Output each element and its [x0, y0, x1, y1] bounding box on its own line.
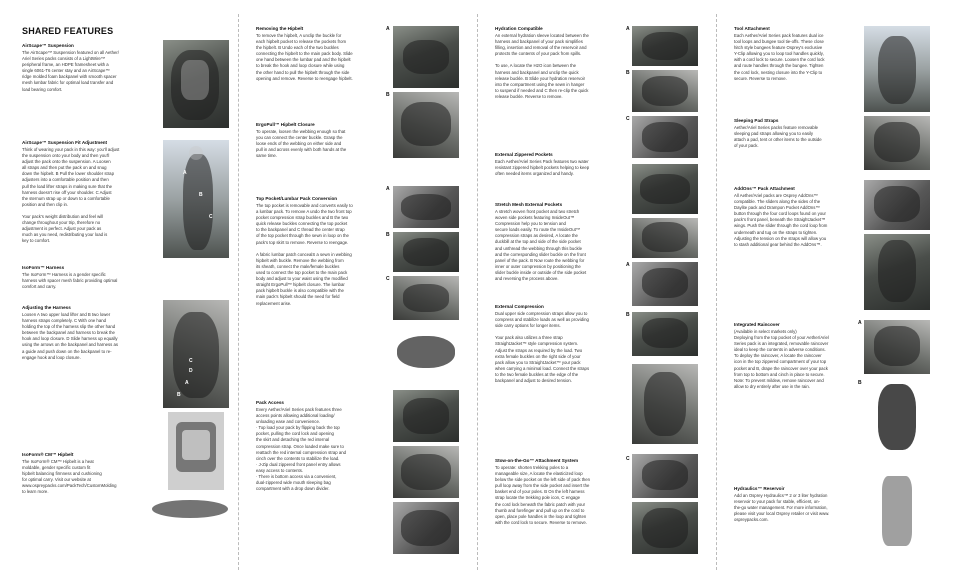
heading-pack-access: Pack Access	[256, 400, 284, 405]
label-d: D	[189, 368, 193, 374]
photo-stow-poles	[632, 502, 698, 554]
text-hydration: An external hydration sleeve located between the harness and backpanel of your pack simplifies filling, insertion and removal of the reservoir and protects the contents of your pack from spills. To use, A locate the H2O icon between the harness and backpanel and unclip the quick release buckle. B Slide your hydration reservoir into the compartment using the sewn in hanger to suspend if needed and C then re-clip the quick release buckle. Reverse to remove.	[495, 33, 589, 99]
section-addons	[734, 186, 859, 248]
photo-raincover-a	[864, 320, 930, 374]
section-hydration	[495, 26, 625, 100]
photo-tool-attachment	[864, 26, 930, 112]
text-adjust: Loosen A two upper load lifter and B two lower harness straps completely. C With one hand holding the top of the harness slip the other hand between the backpanel and harness to break the hook and loop closure. D Slide harness up equally using the arrows on the backpanel and harness as a guide and push down on the backpanel to re- engage hook and loop closure.	[22, 312, 119, 360]
label-b: B	[177, 392, 181, 398]
section-top-pocket	[256, 196, 386, 307]
section-pack-access	[256, 400, 386, 492]
text-tool: Each Aether/Ariel Series pack features dual ice tool loops and bungee tool tie-offs. These close hitch style bungees feature Osprey's exclusive Y-Clip allowing you to loop tool handles quickly, with a cord lock to secure. Loosen the cord lock and route handles through the bungee. Tighten the cord lock, nesting closure into the Y-Clip to secure. Reverse to remove.	[734, 33, 825, 81]
photo-removing-a	[393, 26, 459, 88]
section-compression	[495, 304, 625, 384]
label-a: A	[858, 320, 862, 326]
heading-compression: External Compression	[495, 304, 544, 309]
section-sleeping-pad	[734, 118, 859, 149]
label-c: C	[626, 456, 630, 462]
heading-hipbelt: IsoForm® CM™ Hipbelt	[22, 452, 74, 457]
photo-hydration-b	[632, 70, 698, 112]
section-hipbelt	[22, 452, 157, 496]
label-c: C	[189, 358, 193, 364]
text-stow: To operate: shorten trekking poles to a manageable size, A locate the elasticized loop below the side pocket on the left side of pack then pull loop away from the side pocket and insert the basket end of your poles. B On the left harness strap locate the trekking pole icon, C engage the cord lock beneath the fabric patch with your thumb and forefinger and pull up on the cord to open, place pole handles in the loop and tighten with the cord lock to secure. Reverse to remove.	[495, 465, 591, 525]
text-addons: All Aether/Ariel packs are Osprey AddOns™ compatible. The sliders along the sides of the Daylite pack and Drampon Pocket AddOns™ button through the four cord loops found on your pack's front panel, beneath the StraightJacket™ wings. Push the slider through the cord loop from underneath and tug on the straps to tighten. Adjusting the tension on the straps will allow you to stash additional gear behind the AddOns™.	[734, 193, 828, 247]
heading-tool: Tool Attachment	[734, 26, 770, 31]
text-stretch: A stretch woven front pocket and two stretch woven side pockets featuring InsideOut™ Compression help you to tension and secure loads easily. To route the InsideOut™ compression straps as desired, A locate the duckbill at the top and side of the side pocket and unthread the webbing through this buckle and the corresponding slider buckle on the front panel of the pack. B Now route the webbing for inner or outer compression by positioning the slider buckle inside or outside of the side pocket and reversing the process above.	[495, 209, 587, 282]
label-b: B	[199, 192, 203, 198]
heading-hydraulics: Hydraulics™ Reservoir	[734, 486, 785, 491]
section-adjust	[22, 305, 157, 361]
photo-top-pocket-a	[393, 186, 459, 228]
photo-stow-c	[632, 454, 698, 498]
label-b: B	[626, 70, 630, 76]
label-a: A	[626, 26, 630, 32]
photo-addons-a	[864, 180, 930, 230]
label-b: B	[386, 232, 390, 238]
heading-stretch: Stretch Mesh External Pockets	[495, 202, 563, 207]
heading-ergopull: ErgoPull™ Hipbelt Closure	[256, 122, 315, 127]
heading-hydration: Hydration Compatible	[495, 26, 543, 31]
page-title: SHARED FEATURES	[22, 26, 114, 36]
heading-removing: Removing the Hipbelt	[256, 26, 304, 31]
photo-stretch-main	[632, 218, 698, 258]
label-c: C	[209, 214, 213, 220]
label-a: A	[183, 170, 187, 176]
section-removing-hipbelt	[256, 26, 386, 82]
text-isoform: The IsoForm™ Harness is a gender specific harness with spacer mesh fabric providing optimal comfort and carry.	[22, 272, 118, 290]
label-a: A	[185, 380, 189, 386]
photo-addons-b	[864, 234, 930, 310]
photo-hipbelt	[150, 492, 230, 526]
heading-zippered: External Zippered Pockets	[495, 152, 553, 157]
heading-raincover: Integrated Raincover	[734, 322, 780, 327]
text-hydraulics: Add an Osprey Hydraulics™ 2 or 3 liter hydration reservoir to your pack for stable, efficient, on- the-go water management. For more information, please visit your local Osprey retailer or visit www. ospreypacks.com.	[734, 493, 830, 523]
section-raincover	[734, 322, 859, 390]
label-a: A	[626, 262, 630, 268]
label-c: C	[626, 116, 630, 122]
photo-stretch-a	[632, 262, 698, 306]
photo-lumbar-pack	[393, 326, 459, 376]
label-b: B	[626, 312, 630, 318]
photo-hydration-a	[632, 26, 698, 66]
heading-airscape: AirScape™ Suspension	[22, 43, 74, 48]
photo-compression	[632, 364, 698, 444]
text-removing: To remove the hipbelt, A unclip the buckle for each hipbelt pocket to release the pockets from the hipbelt. B Undo each of the two buckles connecting the hipbelt to the main pack body. Slide one hand between the lumbar pad and the hipbelt to break the hook and loop closure while using the other hand to pull the hipbelt through the side opening and remove. Reverse to reengage hipbelt.	[256, 33, 353, 81]
section-airscape	[22, 43, 157, 93]
text-top-pocket: The top pocket is removable and converts easily to a lumbar pack. To remove A undo the two front top pocket compression strap buckles and B the two quick release buckles connecting the top pocket to the backpanel and C thread the center strap of the top pocket through the sewn in loop on the pack's top skirt to remove. Reverse to reengage. A fabric lumbar patch concealS a sewn in webbing hipbelt with buckle. Remove the webbing from its sheath, connect the male/female buckles used to connect the top pocket to the main pack body and adjust to your waist using the modified straight ErgoPull™ hipbelt closure. The lumbar pack hipbelt buckle is also compatible with the main pack's hipbelt should the need for field replacement arise.	[256, 203, 353, 306]
photo-access-bottom	[393, 502, 459, 554]
section-isoform	[22, 265, 157, 290]
text-compression: Dual upper side compression straps allow you to compress and stabilize loads as well as providing side carry options for longer items. Your pack also utilizes a three strap StraightJacket™ style compression system. Adjust the straps as required by the load. Two extra female buckles on the right side of your pack allow you to StraightJacket™ your pack when carrying a minimal load. Connect the straps to the two female buckles at the edge of the backpanel and adjust to desired tension.	[495, 311, 590, 384]
heading-addons: AddOns™ Pack Attachment	[734, 186, 795, 191]
label-a: A	[386, 186, 390, 192]
section-tool	[734, 26, 859, 82]
text-raincover: (Available in select markets only) Deploying from the top pocket of your Aether/Ariel Series pack is an integrated, removable raincover ideal to keep the contents in adverse conditions. To deploy the raincover, A locate the raincover icon in the top zippered compartment of your top pocket and B, drape the raincover over your pack from top to bottom and cinch in place to secure. Note: To prevent mildew, remove raincover and allow to dry entirely after use in the rain.	[734, 329, 829, 389]
photo-stretch-b	[632, 312, 698, 356]
photo-raincover-b	[864, 380, 930, 456]
section-fit	[22, 140, 157, 245]
heading-stow: Stow-on-the-Go™ Attachment System	[495, 458, 579, 463]
photo-hydraulics-reservoir	[872, 470, 922, 554]
photo-access-front	[393, 446, 459, 498]
photo-access-top	[393, 390, 459, 442]
heading-adjust: Adjusting the Harness	[22, 305, 71, 310]
text-sleeping-pad: Aether/Ariel Series packs feature removable sleeping pad straps allowing you to easily attach a pad, tent or other items to the outside of your pack.	[734, 125, 822, 149]
label-b: B	[858, 380, 862, 386]
heading-isoform: IsoForm™ Harness	[22, 265, 65, 270]
photo-top-pocket-b	[393, 232, 459, 272]
section-zippered	[495, 152, 625, 177]
heading-top-pocket: Top Pocket/Lumbar Pack Conversion	[256, 196, 338, 201]
section-stow-on-the-go	[495, 458, 625, 526]
text-hipbelt: The IsoForm® CM™ Hipbelt is a heat moldable, gender specific custom fit hipbelt balancing firmness and cushioning for optimal carry. Visit our website at www.ospreypacks.com/PackTech/CustomMolding to learn more.	[22, 459, 117, 495]
photo-harness-adjust	[163, 300, 229, 408]
section-ergopull	[256, 122, 386, 159]
photo-top-pocket-c	[393, 276, 459, 320]
text-pack-access: Every Aether/Ariel Series pack features three access points allowing additional loading/ unloading ease and convenience. · Top load your pack by flipping back the top pocket, pulling the cord lock and opening the skirt and detaching the red internal compression strap. Once loaded make sure to reattach the red internal compression strap and cinch over the contents to stabilize the load. · J-Zip dual zippered front panel entry allows easy access to contents. · There is bottom access via a convenient, dual-zippered wide mouth sleeping bag compartment with a drop down divider.	[256, 407, 347, 492]
section-stretch	[495, 202, 625, 282]
photo-removing-b	[393, 92, 459, 158]
photo-hydration-c	[632, 116, 698, 158]
label-a: A	[386, 26, 390, 32]
text-fit: Think of wearing your pack in this way: you'll adjust the suspension onto your body and then you'll adjust the pack onto the suspension. A Loosen all straps and then put the pack on and snug down the hipbelt. B Pull the lower shoulder strap adjusters into a comfortable position and then pull the load lifter straps in making sure that the harness doesn't rise off your shoulder. C Adjust the sternum strap up or down to a comfortable position and then clip in. Your pack's weight distribution and feel will change throughout your trip, therefore no adjustment is perfect. Adjust your pack as much as you need, redistributing your load is key to comfort.	[22, 147, 120, 244]
photo-zippered-pocket	[632, 164, 698, 214]
heading-sleeping-pad: Sleeping Pad Straps	[734, 118, 779, 123]
section-hydraulics	[734, 486, 859, 523]
photo-airscape-suspension	[163, 40, 229, 128]
photo-fit-adjustment	[163, 140, 229, 258]
heading-fit: AirScape™ Suspension Fit Adjustment	[22, 140, 108, 145]
text-zippered: Each Aether/Ariel Series Pack features two water resistant zippered hipbelt pockets helping to keep often needed items organized and handy.	[495, 159, 590, 177]
text-airscape: The AirScape™ Suspension featured on all Aether/ Ariel Series packs consists of a LightWire™ peripheral frame, an HDPE framesheet with a single 6061-T6 center stay and an AirScape™ ridge molded foam backpanel with smooth spacer mesh lumbar fabric for optimal load transfer and load bearing comfort.	[22, 50, 119, 92]
photo-sleeping-pad	[864, 116, 930, 170]
text-ergopull: To operate, loosen the webbing enough so that you can connect the center buckle. Grasp the loose ends of the webbing on either side and pull in and across evenly with both hands at the same time.	[256, 129, 347, 159]
label-b: B	[386, 92, 390, 98]
label-c: C	[386, 276, 390, 282]
photo-heat-mold-oven	[168, 412, 224, 490]
